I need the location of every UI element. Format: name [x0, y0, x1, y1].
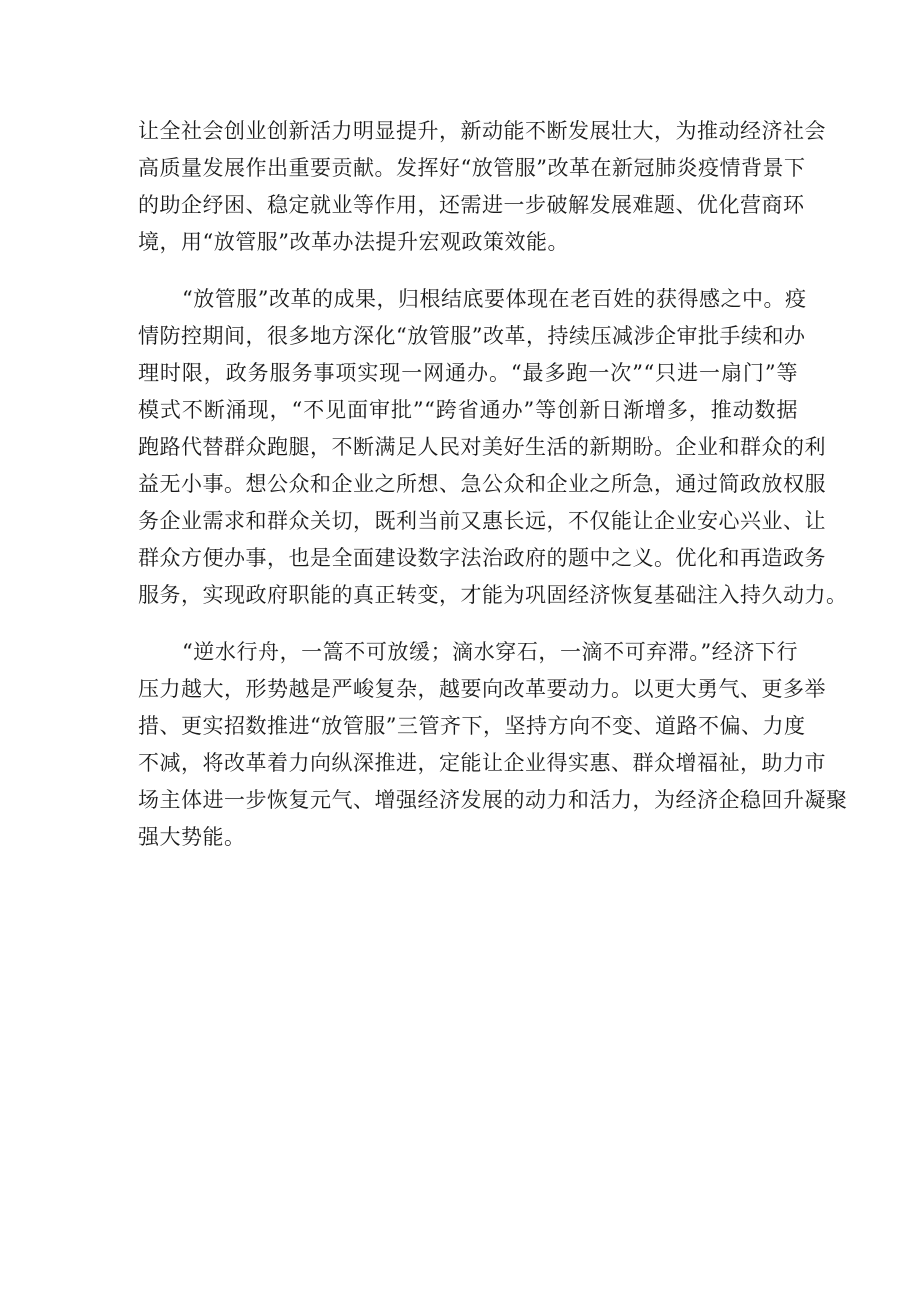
text-line: 务企业需求和群众关切，既利当前又惠长远，不仅能让企业安心兴业、让	[138, 509, 826, 533]
text-line: “放管服”改革的成果，归根结底要体现在老百姓的获得感之中。疫	[182, 287, 807, 311]
text-line: 情防控期间，很多地方深化“放管服”改革，持续压减涉企审批手续和办	[138, 324, 806, 348]
paragraph-3	[138, 634, 848, 856]
text-line: 强大势能。	[138, 825, 246, 849]
text-line: 场主体进一步恢复元气、增强经济发展的动力和活力，为经济企稳回升凝聚	[138, 788, 848, 812]
text-line: 不减，将改革着力向纵深推进，定能让企业得实惠、群众增福祉，助力市	[138, 751, 826, 775]
text-line: 高质量发展作出重要贡献。发挥好“放管服”改革在新冠肺炎疫情背景下	[138, 156, 806, 180]
text-line: 压力越大，形势越是严峻复杂，越要向改革要动力。以更大勇气、更多举	[138, 677, 826, 701]
text-line: 跑路代替群众跑腿，不断满足人民对美好生活的新期盼。企业和群众的利	[138, 435, 826, 459]
text-line: 措、更实招数推进“放管服”三管齐下，坚持方向不变、道路不偏、力度	[138, 714, 806, 738]
text-line: 群众方便办事，也是全面建设数字法治政府的题中之义。优化和再造政务	[138, 546, 826, 570]
text-line: 让全社会创业创新活力明显提升，新动能不断发展壮大，为推动经济社会	[138, 119, 826, 143]
paragraph-2	[138, 281, 848, 614]
text-line: 的助企纾困、稳定就业等作用，还需进一步破解发展难题、优化营商环	[138, 193, 805, 217]
text-line: 境，用“放管服”改革办法提升宏观政策效能。	[138, 230, 569, 254]
document-body	[138, 113, 848, 876]
text-line: 服务，实现政府职能的真正转变，才能为巩固经济恢复基础注入持久动力。	[138, 583, 848, 607]
text-line: 益无小事。想公众和企业之所想、急公众和企业之所急，通过简政放权服	[138, 472, 826, 496]
paragraph-1	[138, 113, 826, 261]
text-line: 理时限，政务服务事项实现一网通办。“最多跑一次”“只进一扇门”等	[138, 361, 798, 385]
text-line: “逆水行舟，一篙不可放缓；滴水穿石，一滴不可弃滞。”经济下行	[182, 640, 798, 664]
text-line: 模式不断涌现，“不见面审批”“跨省通办”等创新日渐增多，推动数据	[138, 398, 798, 422]
